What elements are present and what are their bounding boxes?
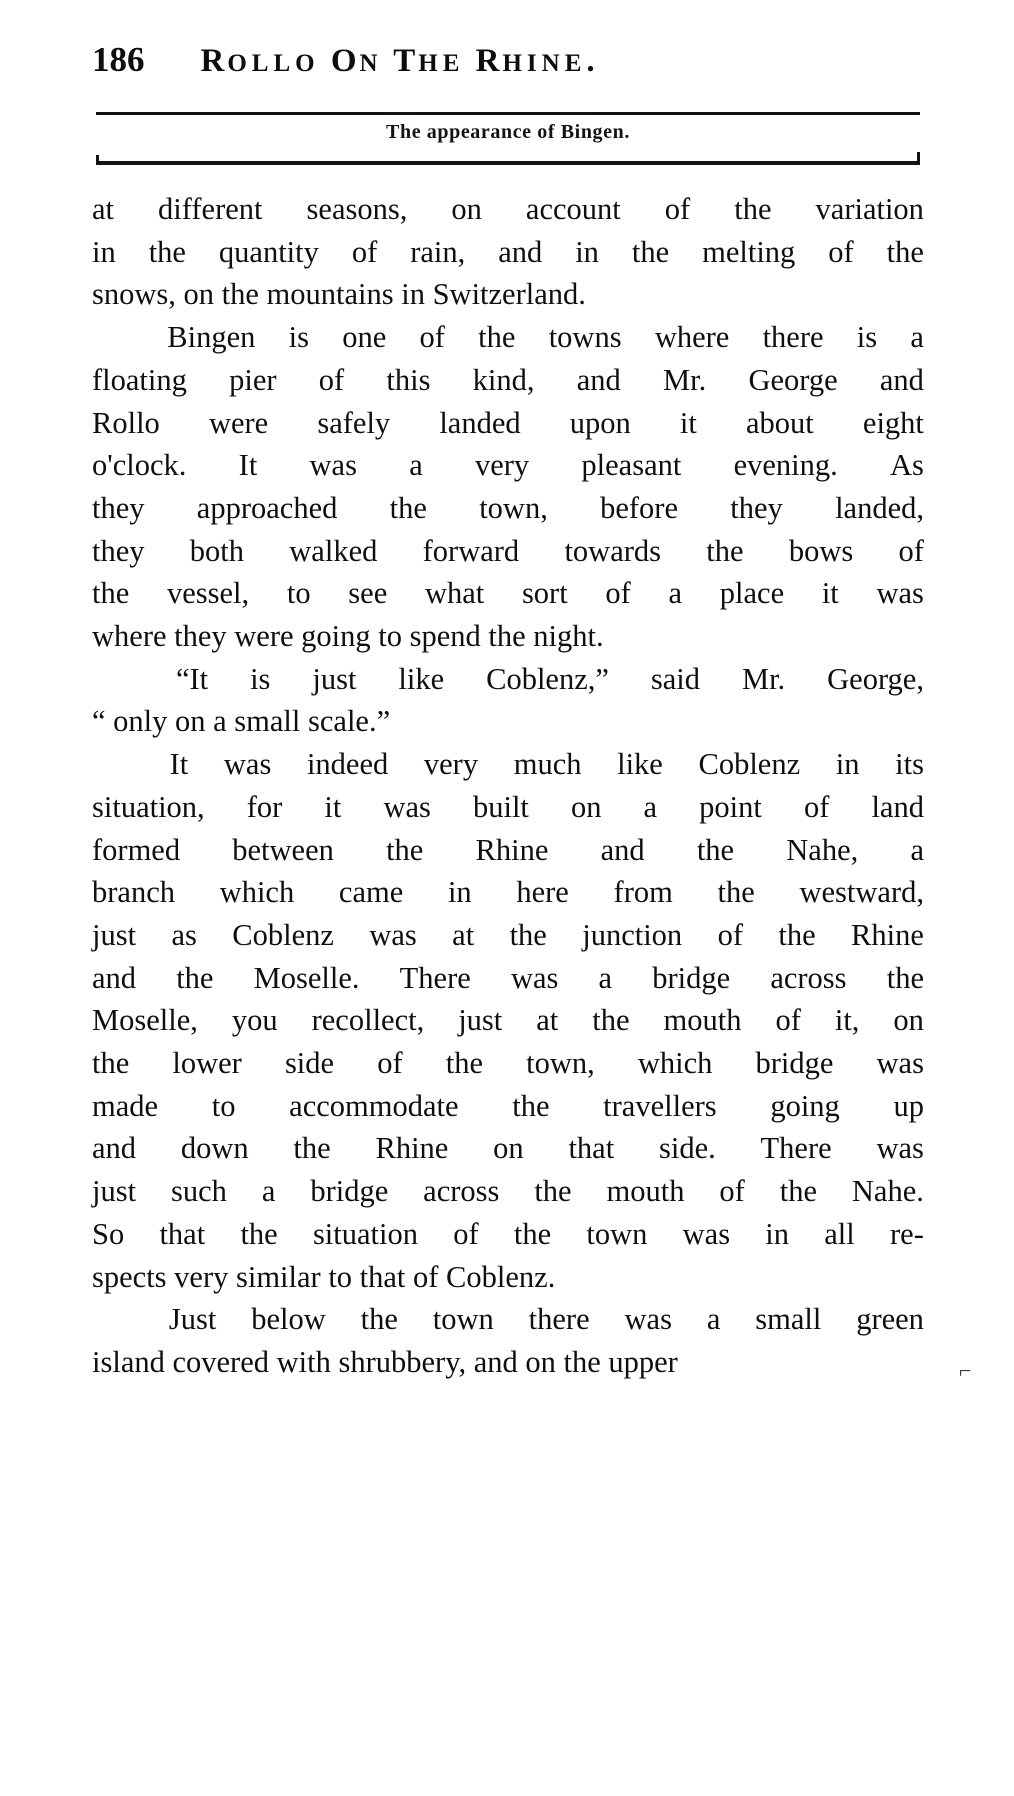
paragraph — [92, 1298, 924, 1383]
word: side — [284, 1046, 335, 1081]
word: both — [189, 533, 245, 568]
word: you — [231, 1003, 278, 1038]
running-title-text-8: HINE — [502, 50, 587, 77]
word: lower — [172, 1046, 242, 1081]
word: the — [706, 533, 744, 568]
word: It — [169, 747, 189, 782]
word: different — [158, 192, 263, 226]
word: town, — [479, 490, 548, 525]
word: the — [512, 1088, 550, 1123]
running-title-text-7: R — [475, 43, 503, 79]
word: westward, — [799, 875, 924, 910]
word: a — [409, 448, 423, 483]
word: on — [570, 789, 602, 824]
rule-tick-left — [96, 155, 99, 164]
word: of — [377, 1046, 403, 1081]
word: Rhine — [375, 1131, 449, 1166]
text-line: where they were going to spend the night. — [92, 619, 604, 654]
indent-space — [92, 1298, 134, 1341]
word: came — [338, 875, 404, 910]
word: that — [159, 1216, 206, 1251]
word: the — [779, 1174, 817, 1209]
word: Bingen — [167, 320, 256, 355]
word: As — [890, 448, 924, 483]
margin-mark: ⌐ — [959, 1358, 972, 1383]
word: like — [398, 661, 445, 696]
word: the — [148, 234, 186, 269]
word: mouth — [663, 1003, 742, 1038]
word: on — [493, 1131, 524, 1166]
word: vessel, — [166, 576, 250, 611]
word: seasons, — [306, 192, 408, 226]
word: approached — [196, 490, 338, 525]
word: the — [696, 832, 735, 867]
word: re- — [890, 1216, 924, 1251]
word: walked — [289, 533, 378, 568]
word: the — [717, 875, 755, 910]
word: across — [770, 960, 847, 995]
word: situation, — [92, 789, 205, 824]
word: pleasant — [581, 448, 682, 483]
word: as — [171, 917, 197, 952]
word: was — [383, 789, 431, 824]
paragraph — [92, 658, 924, 743]
word: recollect, — [311, 1003, 425, 1038]
word: of — [318, 362, 345, 397]
running-title-text-6: HE — [418, 50, 465, 77]
word: said — [650, 661, 701, 696]
word: upon — [569, 405, 631, 440]
word: of — [419, 320, 445, 355]
word: landed, — [835, 490, 924, 525]
word: side. — [658, 1131, 716, 1166]
word: Moselle. — [253, 960, 360, 995]
word: Mr. — [741, 661, 786, 696]
text-line — [92, 957, 924, 1000]
word: melting — [702, 234, 796, 269]
word: a — [261, 1174, 276, 1209]
word: up — [893, 1088, 924, 1123]
word: and — [600, 832, 645, 867]
running-title-text-4: N — [359, 50, 383, 77]
paragraph — [92, 743, 924, 1298]
word: the — [513, 1216, 552, 1251]
word: was — [309, 448, 357, 483]
word: they — [730, 490, 783, 525]
text-line: island covered with shrubbery, and on the upper — [92, 1344, 678, 1379]
word: that — [568, 1131, 615, 1166]
word: floating — [92, 362, 187, 397]
rule-tick-right — [917, 152, 920, 161]
word: bows — [788, 533, 854, 568]
word: there — [762, 320, 824, 355]
word: kind, — [472, 362, 535, 397]
word: sort — [521, 576, 568, 611]
word: Rhine — [851, 917, 924, 952]
word: was — [682, 1216, 731, 1251]
word: town — [432, 1302, 494, 1337]
word: situation — [312, 1216, 418, 1251]
word: in — [575, 234, 599, 269]
word: one — [342, 320, 387, 355]
text-line — [92, 871, 924, 914]
word: branch — [92, 875, 175, 910]
word: it — [821, 576, 839, 611]
word: on — [451, 192, 482, 226]
text-line — [92, 658, 924, 701]
word: from — [613, 875, 673, 910]
text-line — [92, 999, 924, 1042]
body-text — [92, 188, 924, 1384]
word: was — [876, 1131, 924, 1166]
word: a — [706, 1302, 721, 1337]
word: very — [474, 448, 530, 483]
word: Just — [168, 1302, 217, 1337]
word: they — [92, 533, 145, 568]
word: green — [856, 1302, 924, 1337]
word: and — [92, 1131, 137, 1166]
word: to — [211, 1088, 236, 1123]
word: Rollo — [92, 405, 160, 440]
text-line — [92, 914, 924, 957]
word: they — [92, 490, 145, 525]
word: was — [510, 960, 559, 995]
word: much — [513, 747, 582, 782]
word: for — [246, 789, 283, 824]
text-line — [92, 530, 924, 573]
word: bridge — [310, 1174, 389, 1209]
word: Rhine — [475, 832, 549, 867]
word: about — [746, 405, 814, 440]
word: a — [910, 320, 924, 355]
word: pier — [229, 362, 277, 397]
word: safely — [317, 405, 391, 440]
word: There — [399, 960, 471, 995]
word: like — [617, 747, 663, 782]
word: towards — [564, 533, 662, 568]
word: rain, — [410, 234, 466, 269]
word: the — [389, 490, 427, 525]
text-line: “ only on a small scale.” — [92, 704, 391, 739]
word: see — [348, 576, 388, 611]
text-line — [92, 316, 924, 359]
word: what — [424, 576, 485, 611]
word: on — [893, 1003, 924, 1038]
word: junction — [582, 917, 683, 952]
word: point — [699, 789, 762, 824]
word: a — [643, 789, 658, 824]
word: formed — [92, 832, 181, 867]
word: there — [528, 1302, 590, 1337]
text-line — [92, 1042, 924, 1085]
word: Nahe, — [786, 832, 859, 867]
word: was — [876, 1046, 924, 1081]
word: it — [679, 405, 697, 440]
word: Coblenz — [698, 747, 801, 782]
word: and — [576, 362, 621, 397]
word: is — [288, 320, 309, 355]
word: between — [232, 832, 334, 867]
word: George — [748, 362, 838, 397]
word: was — [369, 917, 417, 952]
word: the — [631, 234, 670, 269]
word: is — [856, 320, 878, 355]
indent-space — [92, 658, 134, 701]
word: town, — [526, 1046, 595, 1081]
word: So — [92, 1216, 125, 1251]
word: a — [598, 960, 613, 995]
word: in — [765, 1216, 790, 1251]
text-line — [92, 444, 924, 487]
word: below — [251, 1302, 326, 1337]
word: at — [452, 917, 475, 952]
word: accommodate — [289, 1088, 459, 1123]
text-line — [92, 829, 924, 872]
word: bridge — [755, 1046, 834, 1081]
text-line — [92, 1298, 924, 1341]
word: small — [755, 1302, 822, 1337]
word: of — [803, 789, 830, 824]
word: It — [238, 448, 258, 483]
word: in — [447, 875, 472, 910]
running-title-text-2: OLLO — [227, 50, 320, 77]
word: the — [509, 917, 547, 952]
word: Moselle, — [92, 1003, 198, 1038]
text-line — [92, 359, 924, 402]
word: at — [536, 1003, 559, 1038]
text-line — [92, 1170, 924, 1213]
word: of — [828, 234, 854, 269]
word: of — [719, 1174, 745, 1209]
word: a — [910, 832, 924, 867]
word: to — [286, 576, 311, 611]
header-rule-top — [96, 112, 920, 115]
word: landed — [439, 405, 521, 440]
word: indeed — [306, 747, 389, 782]
word: just — [92, 917, 137, 952]
word: Coblenz,” — [486, 661, 609, 696]
word: very — [423, 747, 479, 782]
word: is — [250, 661, 271, 696]
word: the — [478, 320, 516, 355]
word: just — [458, 1003, 503, 1038]
word: going — [770, 1088, 840, 1123]
section-subhead: The appearance of Bingen. — [386, 121, 630, 143]
word: such — [171, 1174, 227, 1209]
word: of — [351, 234, 378, 269]
word: travellers — [603, 1088, 717, 1123]
word: the — [592, 1003, 630, 1038]
running-title-period: . — [586, 43, 598, 79]
running-title-text: R — [200, 43, 228, 79]
word: built — [472, 789, 529, 824]
word: the — [886, 960, 924, 995]
word: where — [654, 320, 730, 355]
word: George, — [827, 661, 924, 696]
word: the — [386, 832, 424, 867]
text-line: spects very similar to that of Coblenz. — [92, 1259, 556, 1294]
word: just — [92, 1174, 137, 1209]
word: here — [516, 875, 569, 910]
word: the — [293, 1131, 331, 1166]
word: the — [778, 917, 816, 952]
word: evening. — [733, 448, 838, 483]
word: the — [360, 1302, 398, 1337]
word: was — [223, 747, 272, 782]
word: the — [886, 234, 924, 269]
text-line — [92, 743, 924, 786]
word: forward — [422, 533, 520, 568]
word: and — [498, 234, 543, 269]
word: was — [876, 576, 924, 611]
word: of — [775, 1003, 801, 1038]
word: of — [898, 533, 924, 568]
word: “It — [175, 661, 209, 696]
word: it, — [834, 1003, 860, 1038]
word: were — [208, 405, 269, 440]
word: in — [92, 234, 116, 269]
word: in — [835, 747, 860, 782]
text-line — [92, 402, 924, 445]
text-line — [92, 1085, 924, 1128]
word: and — [92, 960, 137, 995]
word: There — [760, 1131, 832, 1166]
word: at — [92, 192, 115, 226]
word: just — [312, 661, 357, 696]
word: across — [423, 1174, 500, 1209]
word: its — [895, 747, 924, 782]
word: it — [324, 789, 342, 824]
word: town — [586, 1216, 648, 1251]
indent-space — [92, 743, 134, 786]
text-line — [92, 231, 924, 274]
word: of — [605, 576, 631, 611]
text-line — [92, 786, 924, 829]
word: of — [717, 917, 743, 952]
word: variation — [815, 192, 924, 226]
running-title-text-3: O — [330, 43, 360, 79]
word: before — [600, 490, 678, 525]
header-rule-bottom — [96, 161, 920, 165]
word: Coblenz — [232, 917, 334, 952]
word: account — [525, 192, 621, 226]
word: of — [664, 192, 691, 226]
word: the — [92, 1046, 130, 1081]
text-line — [92, 1127, 924, 1170]
word: the — [445, 1046, 483, 1081]
paragraph — [92, 316, 924, 658]
text-line — [92, 1213, 924, 1256]
word: was — [624, 1302, 672, 1337]
word: towns — [548, 320, 622, 355]
word: the — [534, 1174, 572, 1209]
word: made — [92, 1088, 159, 1123]
word: which — [637, 1046, 713, 1081]
word: bridge — [652, 960, 731, 995]
running-title — [201, 45, 598, 78]
text-line — [92, 188, 924, 231]
word: all — [824, 1216, 855, 1251]
running-head — [92, 42, 922, 96]
word: o'clock. — [92, 448, 187, 483]
word: down — [180, 1131, 249, 1166]
word: Nahe. — [851, 1174, 924, 1209]
page-number: 186 — [92, 40, 145, 79]
indent-space — [92, 316, 134, 359]
word: quantity — [218, 234, 319, 269]
text-line — [92, 487, 924, 530]
word: mouth — [606, 1174, 685, 1209]
word: the — [176, 960, 214, 995]
paragraph — [92, 188, 924, 316]
word: of — [453, 1216, 479, 1251]
word: the — [92, 576, 130, 611]
word: the — [734, 192, 772, 226]
word: Mr. — [663, 362, 707, 397]
word: and — [879, 362, 924, 397]
running-title-text-5: T — [393, 43, 419, 79]
word: land — [871, 789, 924, 824]
text-line: snows, on the mountains in Switzerland. — [92, 277, 586, 312]
text-line — [92, 572, 924, 615]
word: this — [386, 362, 431, 397]
word: place — [719, 576, 785, 611]
word: eight — [862, 405, 924, 440]
word: a — [668, 576, 683, 611]
word: which — [219, 875, 295, 910]
word: the — [240, 1216, 278, 1251]
